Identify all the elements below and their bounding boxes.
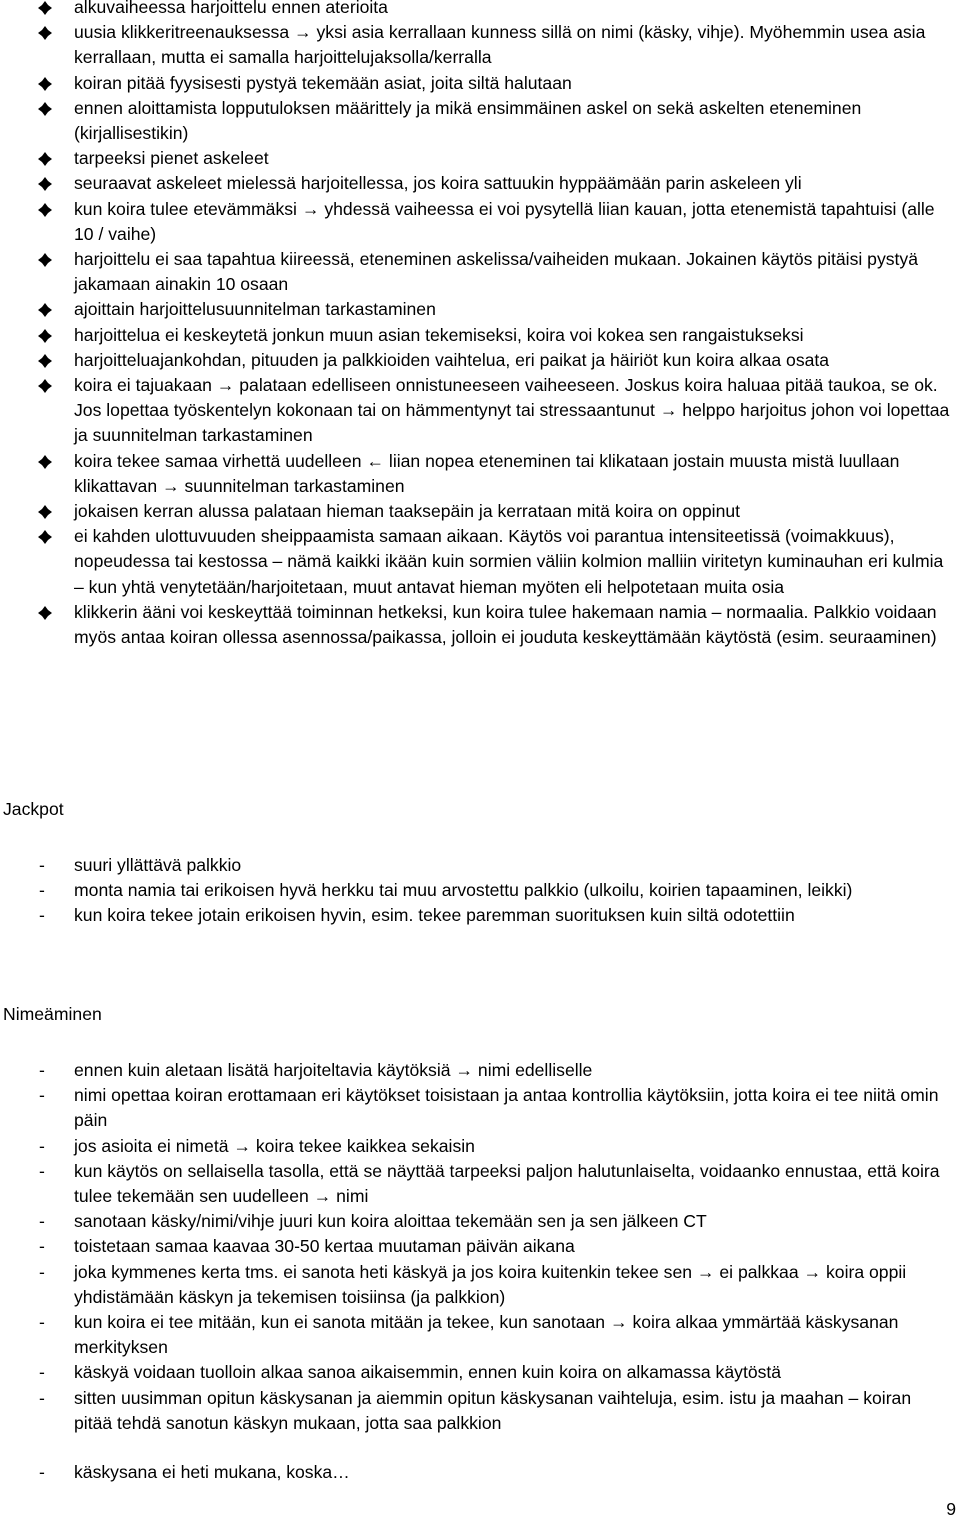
dash-bullet: - xyxy=(39,905,45,926)
list-item-text: harjoittelua ei keskeytetä jonkun muun asian tekemiseksi, koira voi kokea sen rangaistukseksi xyxy=(74,324,804,345)
list-item xyxy=(0,171,960,196)
diamond-bullet-icon xyxy=(38,329,52,343)
diamond-bullet-icon xyxy=(38,152,52,166)
dash-bullet: - xyxy=(39,880,45,901)
diamond-bullet-icon xyxy=(38,77,52,91)
naming-list-continued xyxy=(0,1460,960,1485)
list-item-text: sitten uusimman opitun käskysanan ja aiemmin opitun käskysanan vaihteluja, esim. istu ja maahan – koiran pitää tehdä sanotun käskyn mukaan, jotta saa palkkion xyxy=(74,1387,912,1433)
list-item xyxy=(0,853,960,878)
naming-heading: Nimeäminen xyxy=(3,1004,102,1024)
list-item xyxy=(0,71,960,96)
dash-bullet: - xyxy=(39,1085,45,1106)
naming-list xyxy=(0,1058,960,1436)
list-item-text: monta namia tai erikoisen hyvä herkku tai muu arvostettu palkkio (ulkoilu, koirien tapaaminen, leikki) xyxy=(74,880,853,901)
list-item-text: uusia klikkeritreenauksessa → yksi asia kerrallaan kunness sillä on nimi (käsky, vihje). Myöhemmin usea asia kerrallaan, mutta ei samalla harjoittelujaksolla/kerralla xyxy=(74,22,926,68)
diamond-bullet-icon xyxy=(38,177,52,191)
list-item-text: jos asioita ei nimetä → koira tekee kaikkea sekaisin xyxy=(74,1135,475,1156)
dash-bullet: - xyxy=(39,1236,45,1257)
jackpot-list xyxy=(0,853,960,929)
list-item-text: ajoittain harjoittelusuunnitelman tarkastaminen xyxy=(74,299,436,320)
list-item xyxy=(0,524,960,600)
diamond-bullet-icon xyxy=(38,1,52,15)
list-item xyxy=(0,1386,960,1436)
list-item xyxy=(0,903,960,928)
list-item xyxy=(0,449,960,499)
list-item xyxy=(0,348,960,373)
list-item xyxy=(0,146,960,171)
diamond-bullet-icon xyxy=(38,26,52,40)
dash-bullet: - xyxy=(39,1211,45,1232)
list-item xyxy=(0,297,960,322)
list-item xyxy=(0,1460,960,1485)
diamond-bullet-icon xyxy=(38,505,52,519)
list-item-text: toistetaan samaa kaavaa 30-50 kertaa muutaman päivän aikana xyxy=(74,1236,575,1257)
list-item-text: käskysana ei heti mukana, koska… xyxy=(74,1462,350,1482)
diamond-bullet-icon xyxy=(38,606,52,620)
list-item-text: ennen kuin aletaan lisätä harjoiteltavia käytöksiä → nimi edelliselle xyxy=(74,1060,593,1080)
diamond-bullet-icon xyxy=(38,530,52,544)
list-item-text: seuraavat askeleet mielessä harjoitellessa, jos koira sattuukin hyppäämään parin askeleen yli xyxy=(74,173,802,194)
list-item xyxy=(0,197,960,247)
dash-bullet: - xyxy=(39,1160,45,1181)
list-item xyxy=(0,600,960,650)
list-item-text: kun koira ei tee mitään, kun ei sanota mitään ja tekee, kun sanotaan → koira alkaa ymmärtää käskysanan merkityksen xyxy=(74,1312,899,1358)
list-item-text: harjoitteluajankohdan, pituuden ja palkkioiden vaihtelua, eri paikat ja häiriöt kun koira alkaa osata xyxy=(74,349,830,370)
list-item-text: ennen aloittamista lopputuloksen määrittely ja mikä ensimmäinen askel on sekä askelten eteneminen (kirjallisestikin) xyxy=(74,97,862,144)
list-item-text: kun käytös on sellaisella tasolla, että se näyttää tarpeeksi paljon halutunlaiselta, voidaanko ennustaa, että koira tulee tekemään sen uudelleen → nimi xyxy=(74,1160,940,1207)
bullet-list xyxy=(0,0,960,650)
diamond-bullet-icon xyxy=(38,379,52,393)
list-item xyxy=(0,1209,960,1234)
page-number: 9 xyxy=(946,1499,956,1519)
list-item xyxy=(0,499,960,524)
list-item-text: koira ei tajuakaan → palataan edelliseen onnistuneeseen vaiheeseen. Joskus koira haluaa pitää taukoa, se ok. Jos lopettaa työskentelyn kokonaan tai on hämmentynyt tai stressaantunut → helppo harjoitus johon voi lopettaa ja suunnitelman tarkastaminen xyxy=(74,375,950,446)
list-item xyxy=(0,96,960,146)
diamond-bullet-icon xyxy=(38,102,52,116)
diamond-bullet-icon xyxy=(38,303,52,317)
list-item xyxy=(0,1310,960,1360)
list-item xyxy=(0,323,960,348)
list-item xyxy=(0,878,960,903)
list-item-text: kun koira tekee jotain erikoisen hyvin, esim. tekee paremman suorituksen kuin siltä odotettiin xyxy=(74,905,795,926)
diamond-bullet-icon xyxy=(38,203,52,217)
list-item-text: ei kahden ulottuvuuden sheippaamista samaan aikaan. Käytös voi parantua intensiteetissä (voimakkuus), nopeudessa tai kestossa – nämä kaikki ikään kuin sormien väliin kolmion malliin viritetyn kuminauhan eri kulmia – kun yhtä venytetään/harjoitetaan, muut antavat hieman myöten eli helpotetaan muita osia xyxy=(74,526,944,597)
list-item xyxy=(0,1083,960,1133)
list-item-text: suuri yllättävä palkkio xyxy=(74,855,242,875)
dash-bullet: - xyxy=(39,1362,45,1383)
list-item-text: tarpeeksi pienet askeleet xyxy=(74,148,269,169)
dash-bullet: - xyxy=(39,1135,45,1156)
list-item-text: jokaisen kerran alussa palataan hieman taaksepäin ja kerrataan mitä koira on oppinut xyxy=(74,501,741,522)
list-item-text: koira tekee samaa virhettä uudelleen ← liian nopea eteneminen tai klikataan jostain muusta mistä luullaan klikattavan → suunnitelman tarkastaminen xyxy=(74,450,900,496)
list-item xyxy=(0,1058,960,1083)
list-item xyxy=(0,20,960,70)
list-item-text: nimi opettaa koiran erottamaan eri käytökset toisistaan ja antaa kontrollia käytöksiin, jotta koira ei tee niitä omin päin xyxy=(74,1085,939,1131)
list-item xyxy=(0,1134,960,1159)
diamond-bullet-icon xyxy=(38,455,52,469)
list-item xyxy=(0,1159,960,1209)
list-item xyxy=(0,373,960,449)
dash-bullet: - xyxy=(39,1462,45,1482)
list-item xyxy=(0,1260,960,1310)
list-item-text: klikkerin ääni voi keskeyttää toiminnan hetkeksi, kun koira tulee hakemaan namia – normaalia. Palkkio voidaan myös antaa koiran ollessa asennossa/paikassa, jolloin ei jouduta keskeyttämään käytöstä (esim. seuraaminen) xyxy=(74,601,937,648)
list-item-text: joka kymmenes kerta tms. ei sanota heti käskyä ja jos koira kuitenkin tekee sen → ei palkkaa → koira oppii yhdistämään käskyn ja tekemisen toisiinsa (ja palkkion) xyxy=(74,1261,907,1307)
dash-bullet: - xyxy=(39,1060,45,1080)
list-item-text: kun koira tulee etevämmäksi → yhdessä vaiheessa ei voi pysytellä liian kauan, jotta etenemistä tapahtuisi (alle 10 / vaihe) xyxy=(74,198,935,244)
list-item-text: sanotaan käsky/nimi/vihje juuri kun koira aloittaa tekemään sen ja sen jälkeen CT xyxy=(74,1211,707,1232)
list-item xyxy=(0,0,960,20)
diamond-bullet-icon xyxy=(38,253,52,267)
jackpot-heading: Jackpot xyxy=(3,799,64,819)
list-item-text: käskyä voidaan tuolloin alkaa sanoa aikaisemmin, ennen kuin koira on alkamassa käytöstä xyxy=(74,1362,782,1383)
list-item-text: alkuvaiheessa harjoittelu ennen aterioita xyxy=(74,0,388,17)
list-item xyxy=(0,1234,960,1259)
list-item-text: koiran pitää fyysisesti pystyä tekemään asiat, joita siltä halutaan xyxy=(74,72,572,93)
list-item xyxy=(0,1360,960,1385)
dash-bullet: - xyxy=(39,855,45,875)
list-item xyxy=(0,247,960,297)
dash-bullet: - xyxy=(39,1387,45,1408)
dash-bullet: - xyxy=(39,1312,45,1333)
diamond-bullet-icon xyxy=(38,354,52,368)
dash-bullet: - xyxy=(39,1261,45,1282)
list-item-text: harjoittelu ei saa tapahtua kiireessä, eteneminen askelissa/vaiheiden mukaan. Jokainen käytös pitäisi pystyä jakamaan ainakin 10 osaan xyxy=(74,249,919,295)
